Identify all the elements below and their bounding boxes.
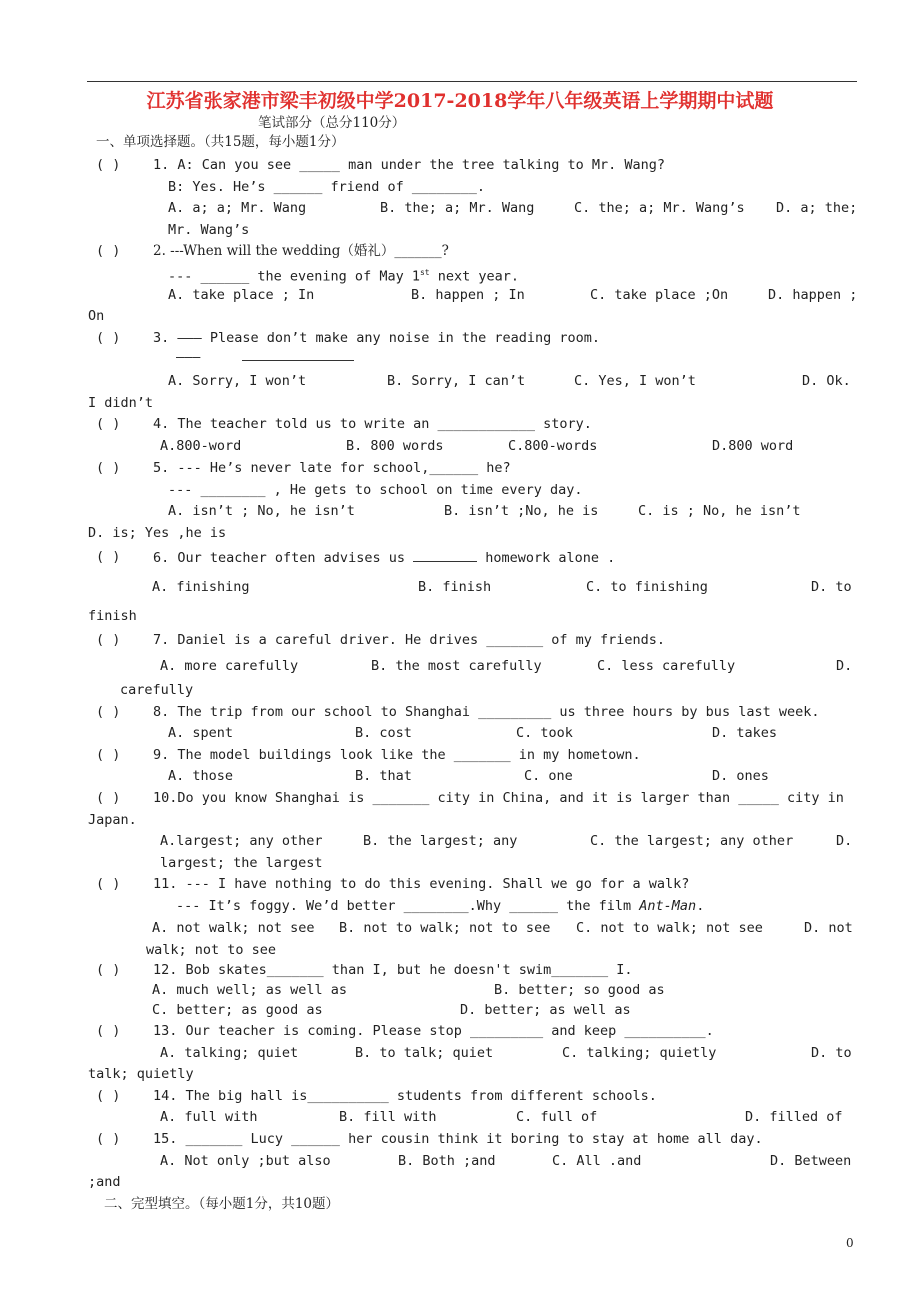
section-2-heading: 二、完型填空。（每小题1分，共10题） <box>104 1196 340 1212</box>
question-1-reply: B: Yes. He’s ______ friend of ________. <box>168 179 485 195</box>
answer-paren: ( ) <box>96 549 121 565</box>
q13-option-a: A. talking; quiet <box>160 1045 299 1061</box>
q3-option-d: D. Ok. <box>802 373 851 389</box>
q8-option-b: B. cost <box>355 725 412 741</box>
answer-paren: ( ) <box>96 416 121 432</box>
q6-option-c: C. to finishing <box>586 579 708 595</box>
q11-option-d-cont: walk; not to see <box>146 942 277 958</box>
q11-option-d: D. not <box>804 920 853 936</box>
answer-paren: ( ) <box>96 243 121 259</box>
question-12: 12. Bob skates_______ than I, but he doesn't swim_______ I. <box>153 962 633 978</box>
answer-paren: ( ) <box>96 747 121 763</box>
question-2-reply: --- ______ the evening of May 1st next year. <box>168 268 520 285</box>
q3-option-b: B. Sorry, I can’t <box>387 373 526 389</box>
q12-option-c: C. better; as good as <box>152 1002 323 1018</box>
question-13: 13. Our teacher is coming. Please stop _________ and keep __________. <box>153 1023 714 1039</box>
answer-paren: ( ) <box>96 962 121 978</box>
q6-option-a: A. finishing <box>152 579 250 595</box>
answer-paren: ( ) <box>96 1088 121 1104</box>
question-6: 6. Our teacher often advises us homework alone . <box>153 550 616 566</box>
q5-option-c: C. is ; No, he isn’t <box>638 503 801 519</box>
q14-option-b: B. fill with <box>339 1109 437 1125</box>
q14-option-a: A. full with <box>160 1109 258 1125</box>
q14-option-c: C. full of <box>516 1109 598 1125</box>
q9-option-d: D. ones <box>712 768 769 784</box>
q13-option-d-cont: talk; quietly <box>88 1066 194 1082</box>
q6-option-b: B. finish <box>418 579 492 595</box>
q10-option-a: A.largest; any other <box>160 833 323 849</box>
q4-option-c: C.800-words <box>508 438 598 454</box>
q2-option-d: D. happen ; <box>768 287 858 303</box>
q7-option-d-cont: carefully <box>120 682 194 698</box>
q9-option-a: A. those <box>168 768 234 784</box>
q12-option-a: A. much well; as well as <box>152 982 348 998</box>
q10-option-d: D. <box>836 833 853 849</box>
q10-option-c: C. the largest; any other <box>590 833 794 849</box>
q14-option-d: D. filled of <box>745 1109 843 1125</box>
question-7: 7. Daniel is a careful driver. He drives _______ of my friends. <box>153 632 666 648</box>
q12-option-d: D. better; as well as <box>460 1002 631 1018</box>
q1-option-d-cont: Mr. Wang’s <box>168 222 250 238</box>
answer-paren: ( ) <box>96 460 121 476</box>
answer-blank <box>242 348 354 365</box>
q4-option-b: B. 800 words <box>346 438 444 454</box>
q8-option-c: C. took <box>516 725 573 741</box>
answer-paren: ( ) <box>96 632 121 648</box>
q11-option-c: C. not to walk; not see <box>576 920 763 936</box>
q1-option-d: D. a; the; <box>776 200 858 216</box>
q6-option-d: D. to <box>811 579 852 595</box>
q2-option-d-cont: On <box>88 308 105 324</box>
q7-option-b: B. the most carefully <box>371 658 542 674</box>
q8-option-d: D. takes <box>712 725 778 741</box>
question-10: 10.Do you know Shanghai is _______ city in China, and it is larger than _____ city in <box>153 790 844 806</box>
question-14: 14. The big hall is__________ students from different schools. <box>153 1088 657 1104</box>
q6-option-d-cont: finish <box>88 608 137 624</box>
answer-paren: ( ) <box>96 704 121 720</box>
q7-option-c: C. less carefully <box>597 658 736 674</box>
q5-option-d: D. is; Yes ,he is <box>88 525 227 541</box>
q10-option-b: B. the largest; any <box>363 833 518 849</box>
section-1-heading: 一、单项选择题。（共15题，每小题1分） <box>96 134 345 150</box>
question-9: 9. The model buildings look like the _______ in my hometown. <box>153 747 641 763</box>
exam-subtitle: 笔试部分（总分110分） <box>258 115 406 131</box>
q1-option-b: B. the; a; Mr. Wang <box>380 200 535 216</box>
question-3-reply: ——— <box>176 349 201 365</box>
answer-paren: ( ) <box>96 790 121 806</box>
answer-paren: ( ) <box>96 1023 121 1039</box>
q8-option-a: A. spent <box>168 725 234 741</box>
q10-option-d-cont: largest; the largest <box>160 855 323 871</box>
q15-option-c: C. All .and <box>552 1153 642 1169</box>
q13-option-c: C. talking; quietly <box>562 1045 717 1061</box>
answer-paren: ( ) <box>96 330 121 346</box>
q2-option-a: A. take place ; In <box>168 287 315 303</box>
answer-paren: ( ) <box>96 1131 121 1147</box>
question-5: 5. --- He’s never late for school,______ he? <box>153 460 511 476</box>
header-rule <box>87 81 857 82</box>
q5-option-b: B. isn’t ;No, he is <box>444 503 599 519</box>
question-1: 1. A: Can you see _____ man under the tree talking to Mr. Wang? <box>153 157 666 173</box>
question-11: 11. --- I have nothing to do this evening. Shall we go for a walk? <box>153 876 690 892</box>
q13-option-d: D. to <box>811 1045 852 1061</box>
q3-option-d-cont: I didn’t <box>88 395 154 411</box>
q7-option-d: D. <box>836 658 853 674</box>
question-3: 3. ——— Please don’t make any noise in the reading room. <box>153 330 601 346</box>
question-15: 15. _______ Lucy ______ her cousin think it boring to stay at home all day. <box>153 1131 763 1147</box>
question-4: 4. The teacher told us to write an ____________ story. <box>153 416 592 432</box>
q13-option-b: B. to talk; quiet <box>355 1045 494 1061</box>
q3-option-c: C. Yes, I won’t <box>574 373 696 389</box>
q4-option-d: D.800 word <box>712 438 794 454</box>
exam-title: 江苏省张家港市梁丰初级中学2017-2018学年八年级英语上学期期中试题 <box>146 90 774 112</box>
q1-option-c: C. the; a; Mr. Wang’s <box>574 200 745 216</box>
q11-option-a: A. not walk; not see <box>152 920 315 936</box>
q15-option-d-cont: ;and <box>88 1174 121 1190</box>
answer-paren: ( ) <box>96 876 121 892</box>
q1-option-a: A. a; a; Mr. Wang <box>168 200 307 216</box>
q15-option-b: B. Both ;and <box>398 1153 496 1169</box>
q2-option-c: C. take place ;On <box>590 287 729 303</box>
q5-option-a: A. isn’t ; No, he isn’t <box>168 503 355 519</box>
q2-option-b: B. happen ; In <box>411 287 525 303</box>
question-10-cont: Japan. <box>88 812 137 828</box>
question-5-reply: --- ________ , He gets to school on time every day. <box>168 482 583 498</box>
question-8: 8. The trip from our school to Shanghai _________ us three hours by bus last week. <box>153 704 820 720</box>
q3-option-a: A. Sorry, I won’t <box>168 373 307 389</box>
q9-option-c: C. one <box>524 768 573 784</box>
q12-option-b: B. better; so good as <box>494 982 665 998</box>
q4-option-a: A.800-word <box>160 438 242 454</box>
q7-option-a: A. more carefully <box>160 658 299 674</box>
q11-option-b: B. not to walk; not to see <box>339 920 551 936</box>
page-number: 0 <box>846 1236 854 1250</box>
q9-option-b: B. that <box>355 768 412 784</box>
question-11-reply: --- It’s foggy. We’d better ________.Why ______ the film Ant-Man. <box>176 898 705 914</box>
q15-option-d: D. Between <box>770 1153 852 1169</box>
question-2: 2. ---When will the wedding（婚礼）_______? <box>153 243 449 259</box>
answer-paren: ( ) <box>96 157 121 173</box>
q15-option-a: A. Not only ;but also <box>160 1153 331 1169</box>
